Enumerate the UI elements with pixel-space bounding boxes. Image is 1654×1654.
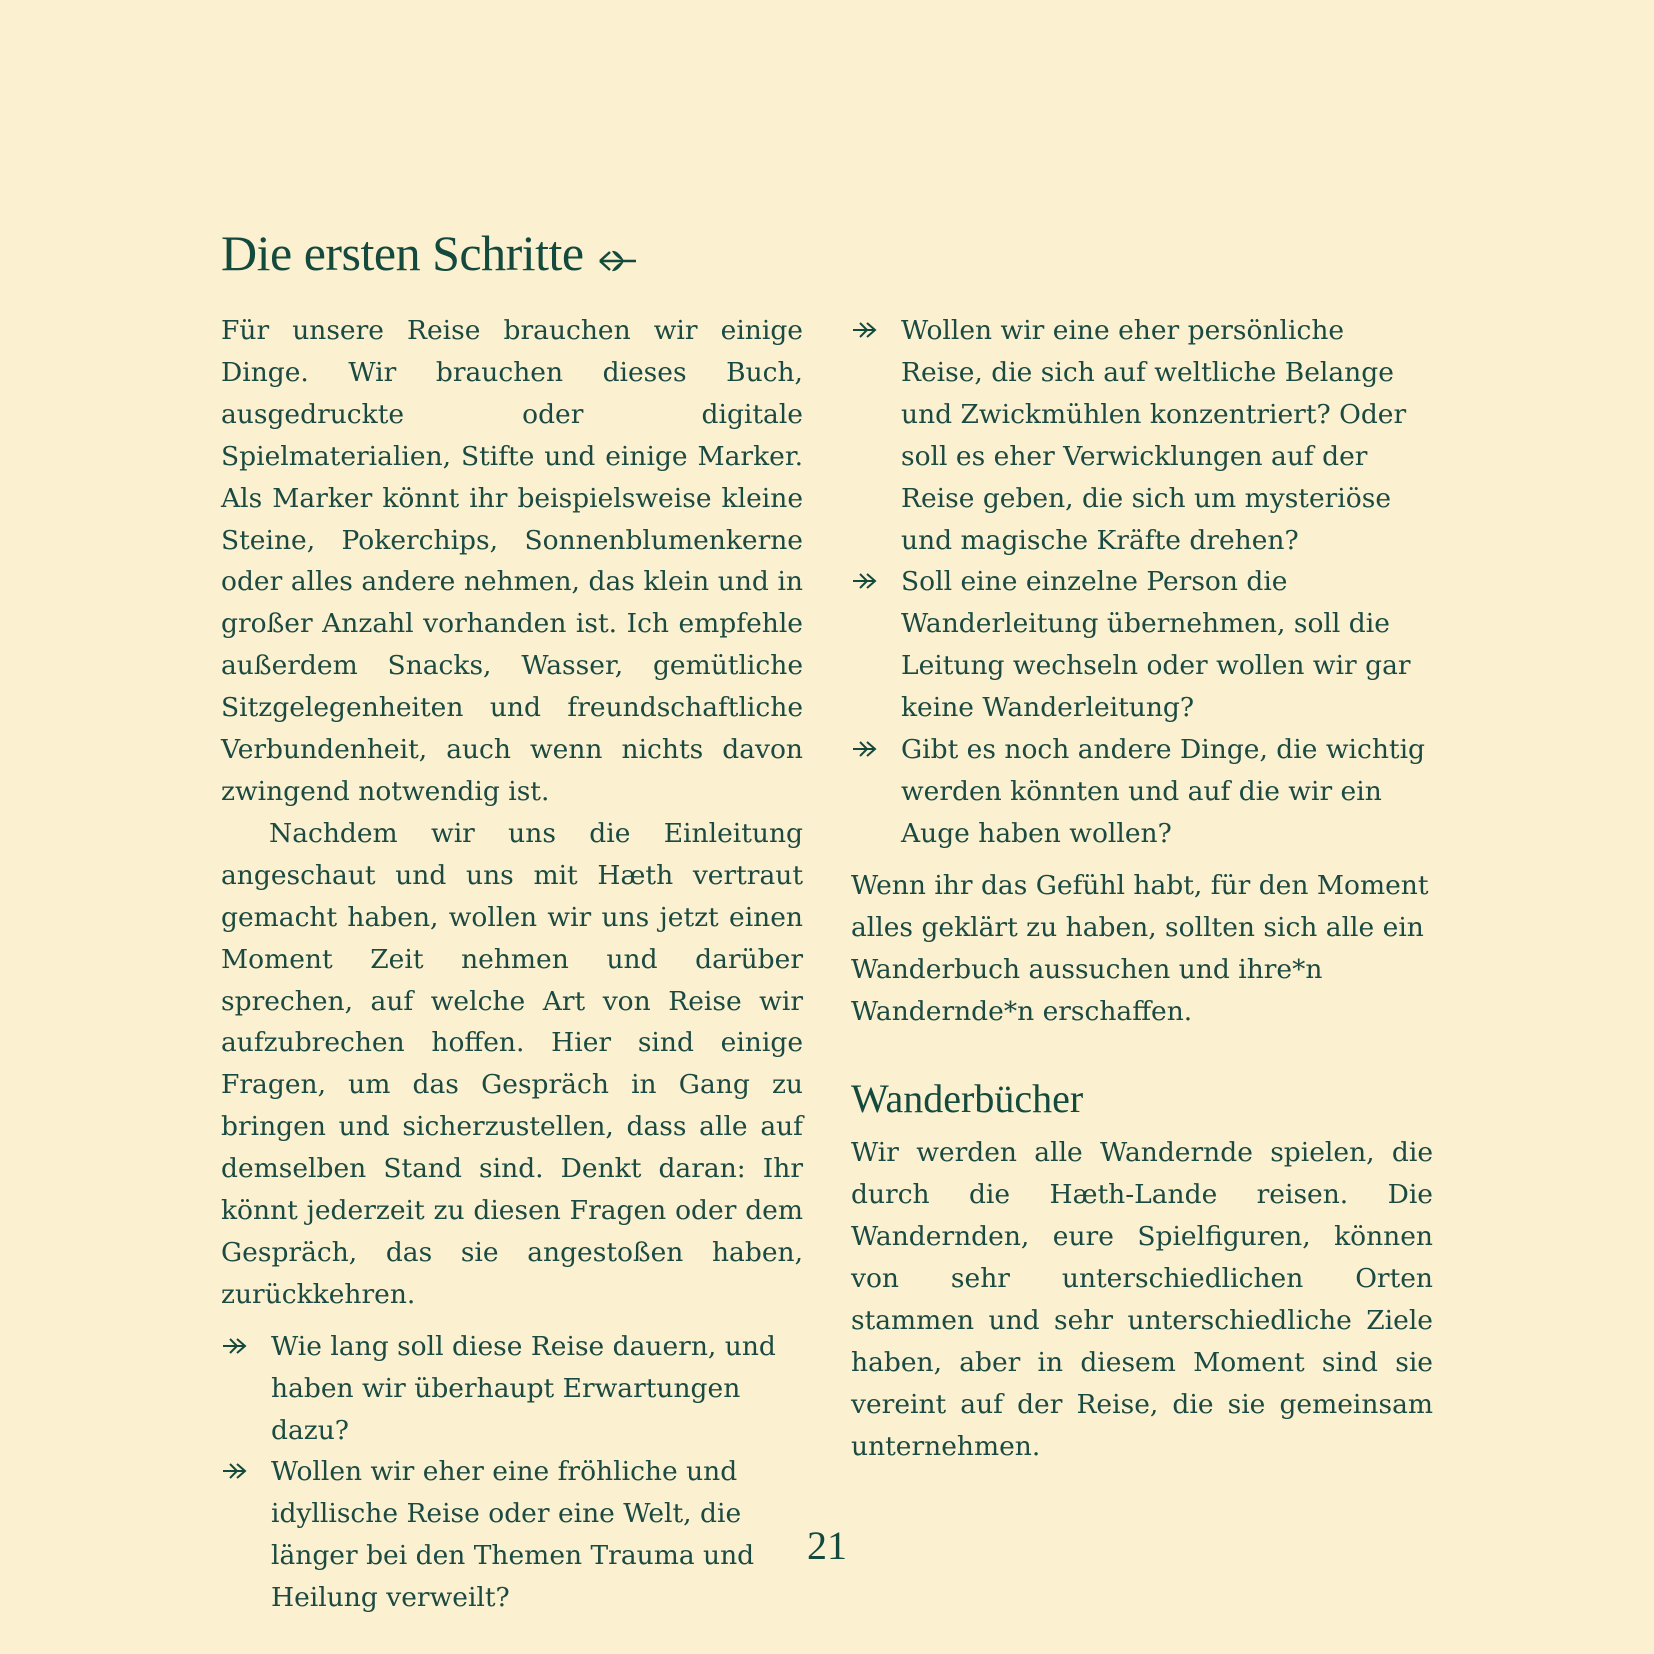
arrow-bullet-icon (221, 1459, 249, 1483)
closing-paragraph: Wenn ihr das Gefühl habt, für den Moment alles geklärt zu haben, sollten sich alle ein Wanderbuch aussuchen und ihre*n Wandernde*n erschaffen. (851, 869, 1429, 1027)
list-item: Gibt es noch andere Dinge, die wichtig werden könnten und auf die wir ein Auge haben wollen? (851, 729, 1433, 855)
list-item: Wie lang soll diese Reise dauern, und haben wir überhaupt Erwartungen dazu? (221, 1326, 803, 1452)
question-list-left (221, 1326, 803, 1619)
question-list-right (851, 310, 1433, 855)
arrow-bullet-icon (851, 569, 879, 593)
list-item: Soll eine einzelne Person die Wanderleitung übernehmen, soll die Leitung wechseln oder wollen wir gar keine Wanderleitung? (851, 561, 1433, 729)
arrow-bullet-icon (851, 318, 879, 342)
page-number: 21 (807, 1523, 847, 1568)
arrow-bullet-icon (221, 1334, 249, 1358)
intro-paragraph: Für unsere Reise brauchen wir einige Dinge. Wir brauchen dieses Buch, ausgedruckte oder digitale Spielmaterialien, Stifte und einige Marker. Als Marker könnt ihr beispielsweise kleine Steine, Pokerchips, Sonnenblumenkerne oder alles andere nehmen, das klein und in großer Anzahl vorhanden ist. Ich empfehle außerdem Snacks, Wasser, gemütliche Sitzgelegenheiten und freundschaftliche Verbundenheit, auch wenn nichts davon zwingend notwendig ist. (221, 315, 803, 807)
subheading: Wanderbücher (851, 1076, 1084, 1122)
right-column (851, 310, 1433, 1468)
list-item: Wollen wir eine eher persönliche Reise, die sich auf weltliche Belange und Zwickmühlen konzentriert? Oder soll es eher Verwicklungen auf der Reise geben, die sich um mysteriöse und magische Kräfte drehen? (851, 310, 1433, 561)
left-column (221, 310, 803, 1619)
wanderbuecher-paragraph: Wir werden alle Wandernde spielen, die durch die Hæth-Lande reisen. Die Wandernden, eure Spielfiguren, können von sehr unterschiedlichen Orten stammen und sehr unterschiedliche Ziele haben, aber in diesem Moment sind sie vereint auf der Reise, die sie gemeinsam unternehmen. (851, 1137, 1433, 1462)
list-item: Wollen wir eher eine fröhliche und idyllische Reise oder eine Welt, die länger bei den Themen Trauma und Heilung verweilt? (221, 1451, 803, 1619)
leaf-arrow-icon (594, 244, 638, 274)
conversation-paragraph: Nachdem wir uns die Einleitung angeschaut und uns mit Hæth vertraut gemacht haben, wollen wir uns jetzt einen Moment Zeit nehmen und darüber sprechen, auf welche Art von Reise wir aufzubrechen hoffen. Hier sind einige Fragen, um das Gespräch in Gang zu bringen und sicherzustellen, dass alle auf demselben Stand sind. Denkt daran: Ihr könnt jederzeit zu diesen Fragen oder dem Gespräch, das sie angestoßen haben, zurückkehren. (221, 817, 803, 1310)
page-heading: Die ersten Schritte (221, 222, 638, 284)
arrow-bullet-icon (851, 737, 879, 761)
